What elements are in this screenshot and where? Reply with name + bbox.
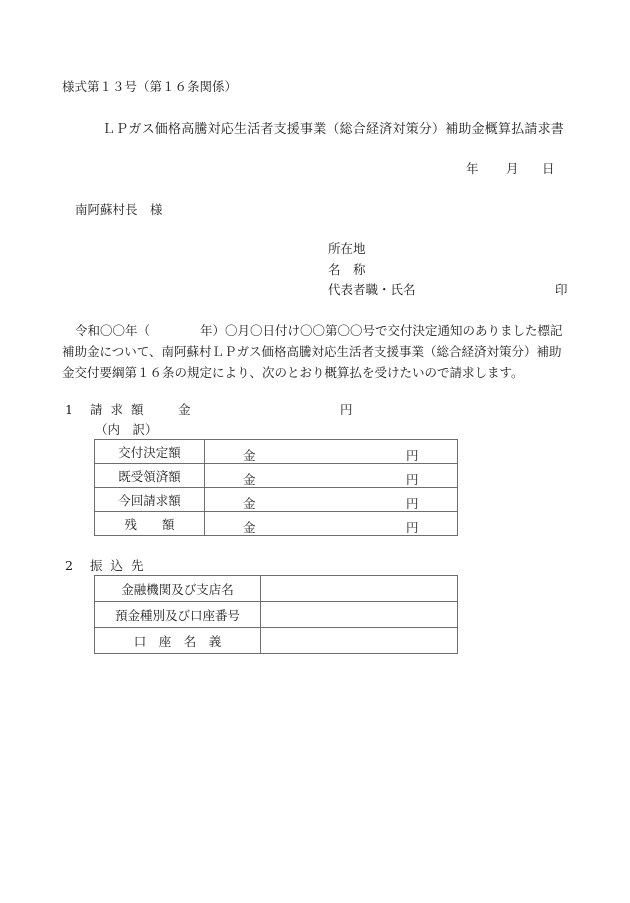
name-label: 名 称 [328,262,366,277]
amount-unit: 円 [406,472,419,487]
section2-number: 2 [65,558,73,573]
document-title: ＬＰガス価格高騰対応生活者支援事業（総合経済対策分）補助金概算払請求書 [102,122,565,137]
row-label: 交付決定額 [95,440,205,464]
section1-amount-unit: 円 [340,402,353,417]
amount-prefix: 金 [243,496,256,511]
row-label: 今回請求額 [95,488,205,512]
body-paragraph [62,320,582,383]
table-row [95,464,458,488]
amount-cell[interactable] [205,440,458,464]
section1-label: 請求額 [90,402,152,417]
amount-cell[interactable] [205,488,458,512]
amount-unit: 円 [406,448,419,463]
row-label: 口 座 名 義 [95,628,261,654]
date-day-label: 日 [542,161,555,176]
table-row [95,440,458,464]
table-row [95,512,458,536]
bank-table [94,575,458,654]
amount-prefix: 金 [243,472,256,487]
date-month-label: 月 [506,161,519,176]
body-line-1: 令和〇〇年（ 年）〇月〇日付け〇〇第〇〇号で交付決定通知のありました標記 [75,323,563,338]
table-row [95,576,458,602]
addressee: 南阿蘇村長 様 [75,202,163,217]
row-label: 預金種別及び口座番号 [95,602,261,628]
date-year-label: 年 [466,161,479,176]
seal-mark: 印 [555,282,568,297]
table-row [95,628,458,654]
amount-unit: 円 [406,496,419,511]
breakdown-table [94,439,458,536]
amount-cell[interactable] [205,464,458,488]
table-row [95,602,458,628]
address-label: 所在地 [328,241,366,256]
section2-label: 振込先 [90,558,152,573]
form-number: 様式第１３号（第１６条関係） [62,79,238,94]
section1-amount-prefix: 金 [178,402,191,417]
representative-label: 代表者職・氏名 [328,282,416,297]
bank-branch-field[interactable] [261,576,458,602]
account-holder-field[interactable] [261,628,458,654]
account-type-number-field[interactable] [261,602,458,628]
row-label: 既受領済額 [95,464,205,488]
row-label: 金融機関及び支店名 [95,576,261,602]
body-line-3: 金交付要綱第１６条の規定により、次のとおり概算払を受けたいので請求します。 [62,365,524,380]
breakdown-label: （内 訳） [95,422,158,437]
amount-unit: 円 [406,520,419,535]
body-line-2: 補助金について、南阿蘇村ＬＰガス価格高騰対応生活者支援事業（総合経済対策分）補助 [62,344,562,359]
amount-cell[interactable] [205,512,458,536]
row-label: 残 額 [95,512,205,536]
amount-prefix: 金 [243,520,256,535]
section1-number: 1 [65,402,73,417]
table-row [95,488,458,512]
amount-prefix: 金 [243,448,256,463]
